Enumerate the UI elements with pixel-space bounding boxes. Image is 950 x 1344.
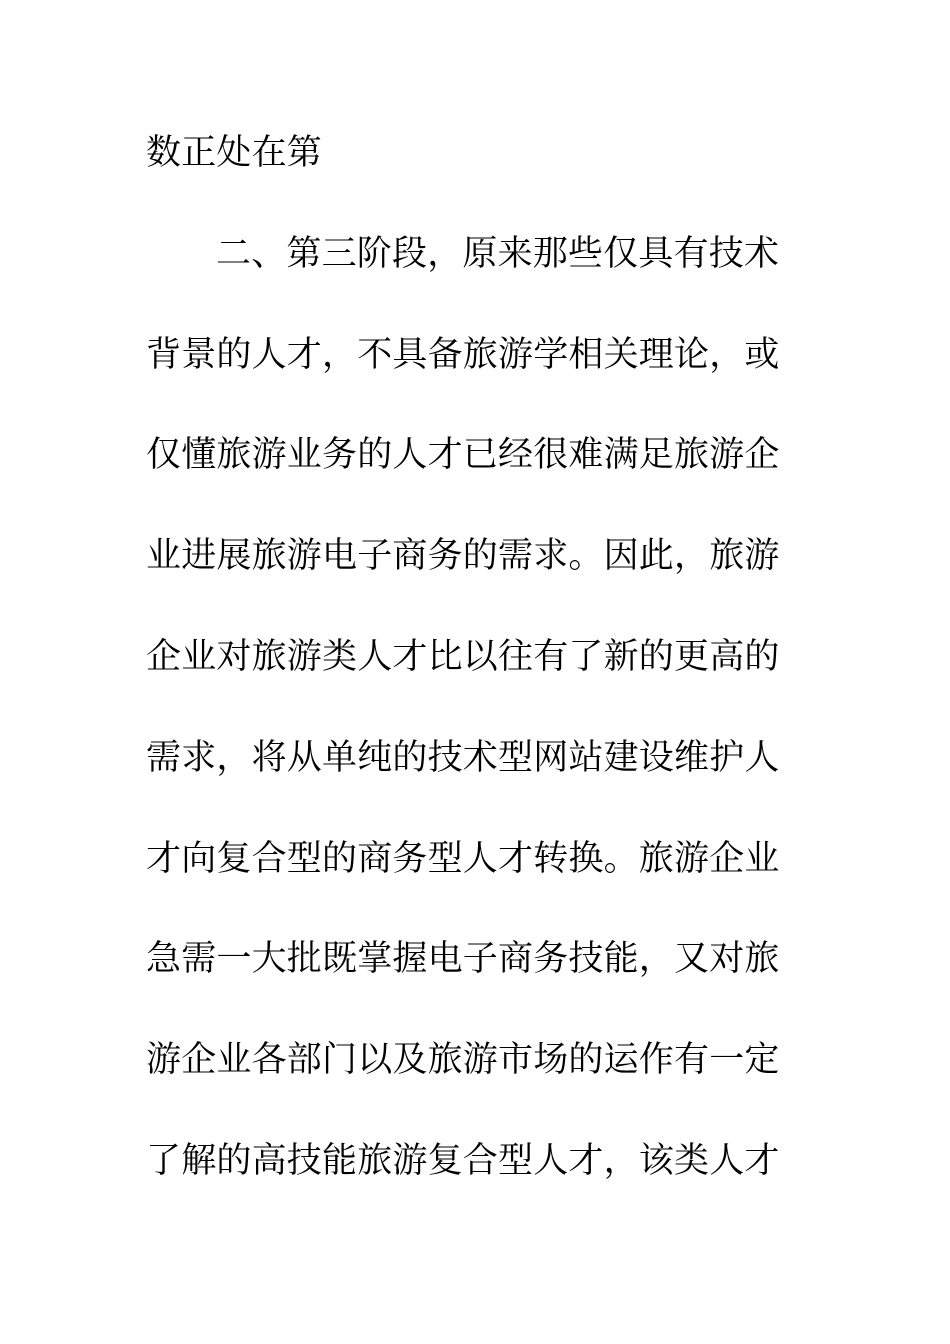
text-line-4: 仅懂旅游业务的人才已经很难满足旅游企 xyxy=(146,435,780,476)
text-line-9: 急需一大批既掌握电子商务技能，又对旅 xyxy=(146,939,780,980)
text-line-5: 业进展旅游电子商务的需求。因此，旅游 xyxy=(146,536,780,577)
text-line-2-paragraph-start: 二、第三阶段，原来那些仅具有技术 xyxy=(216,233,780,274)
text-line-1: 数正处在第 xyxy=(146,133,323,173)
text-line-6: 企业对旅游类人才比以往有了新的更高的 xyxy=(146,636,780,677)
text-line-8: 才向复合型的商务型人才转换。旅游企业 xyxy=(146,838,780,879)
text-line-3: 背景的人才，不具备旅游学相关理论，或 xyxy=(146,334,780,375)
text-line-7: 需求，将从单纯的技术型网站建设维护人 xyxy=(146,737,780,778)
body-text xyxy=(146,118,786,1227)
text-line-11: 了解的高技能旅游复合型人才，该类人才 xyxy=(146,1140,780,1181)
text-line-10: 游企业各部门以及旅游市场的运作有一定 xyxy=(146,1040,780,1081)
